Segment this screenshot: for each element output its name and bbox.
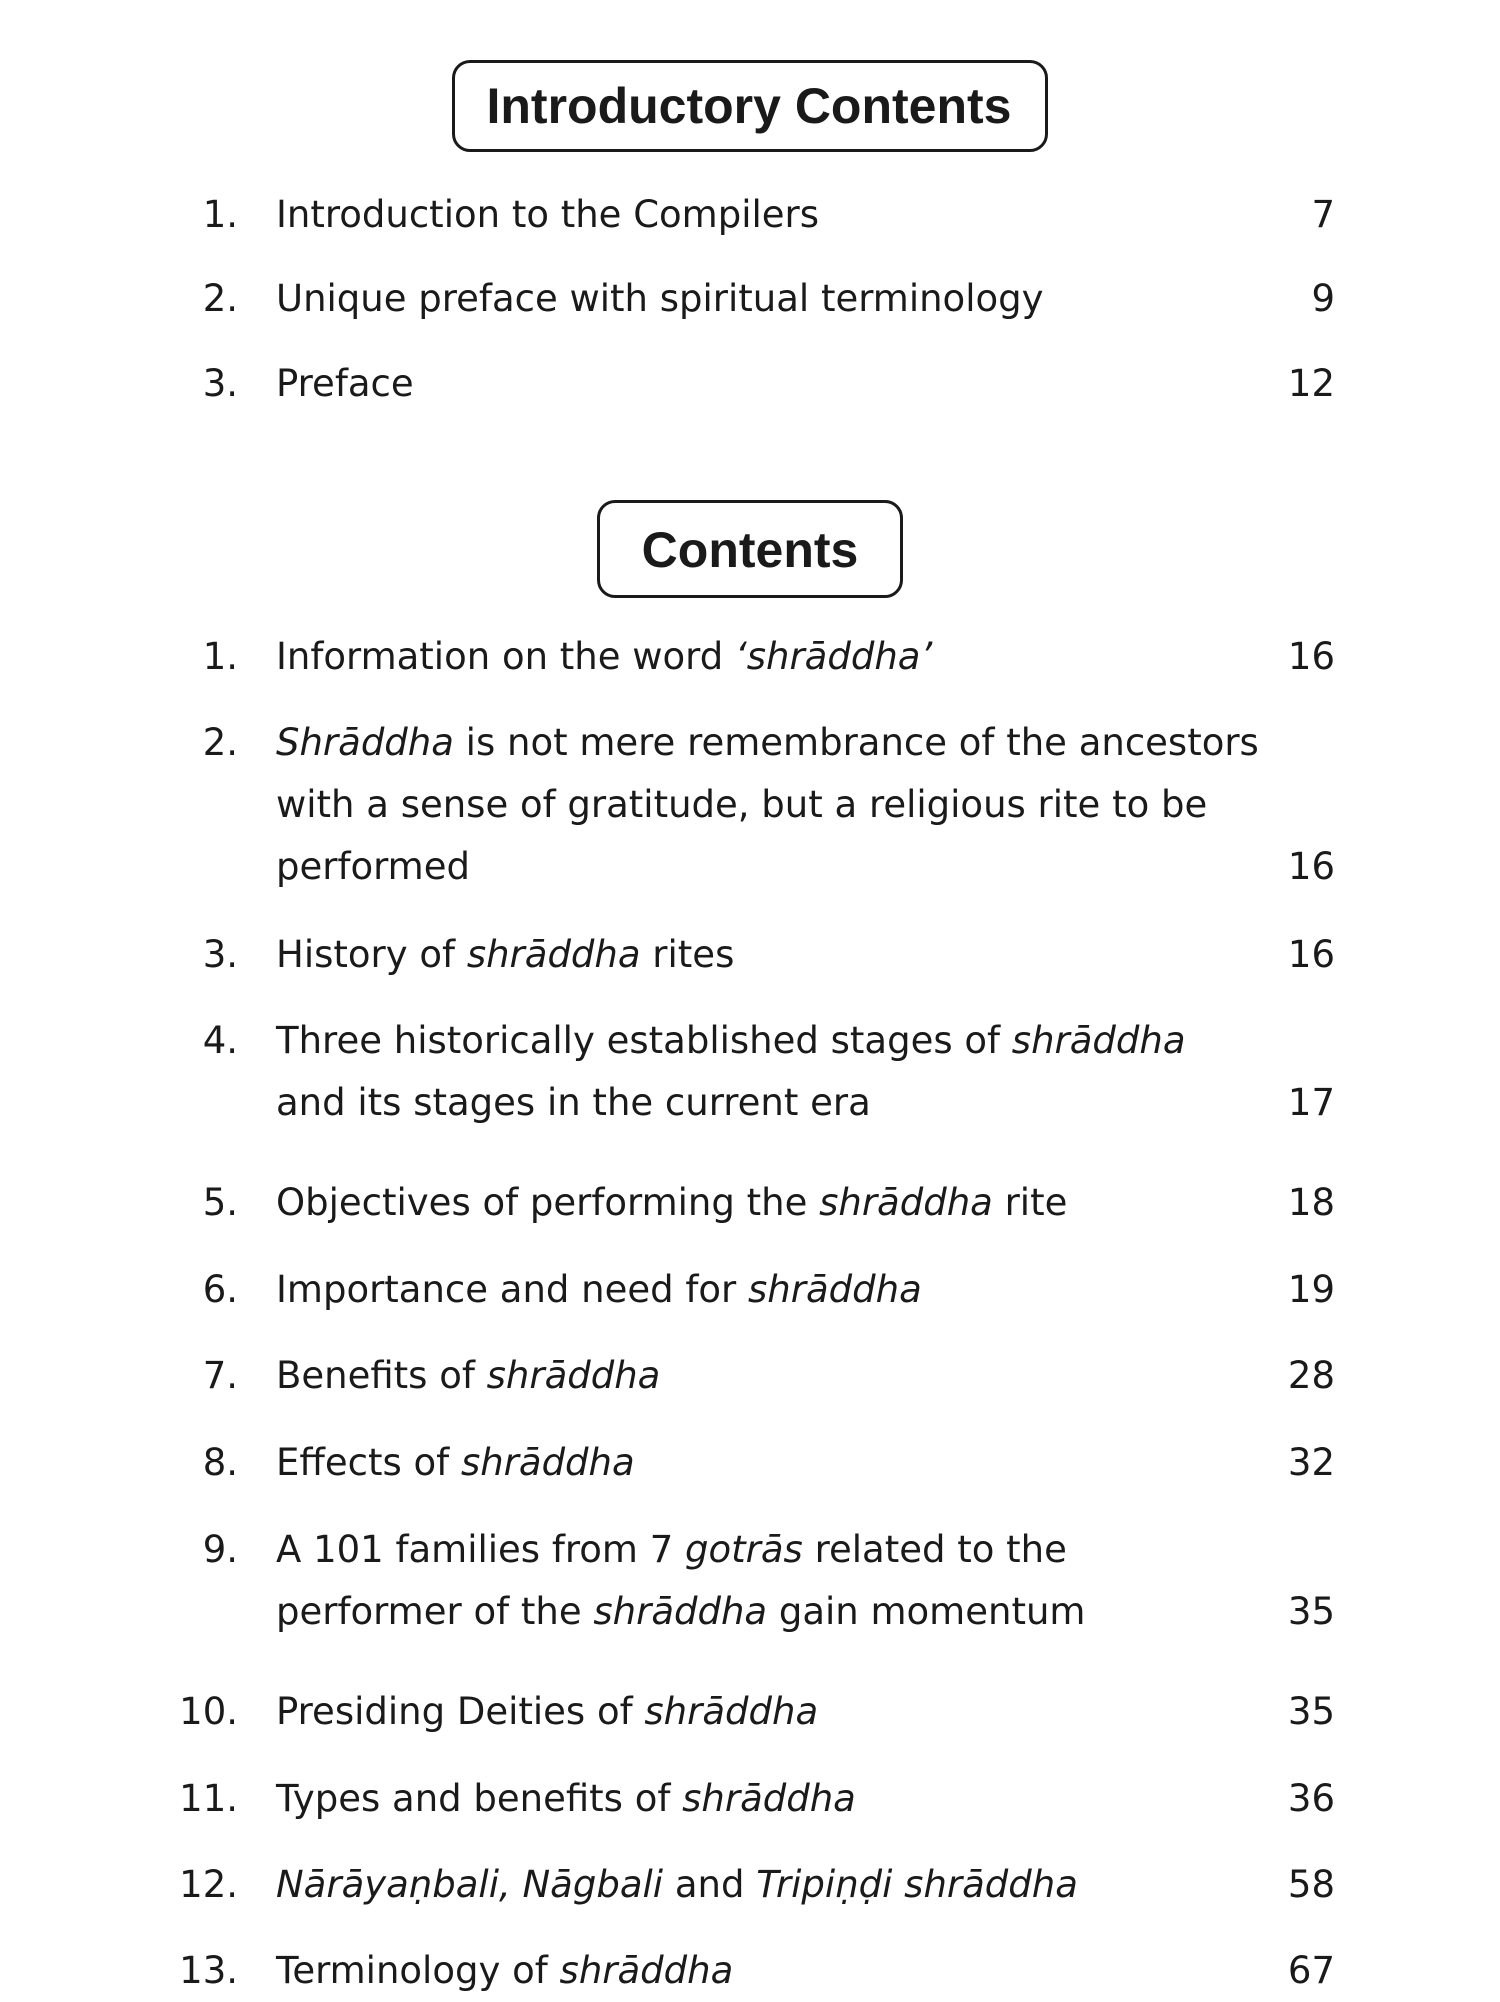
entry-number: 4. <box>202 1019 238 1062</box>
entry-title <box>276 1768 1276 1830</box>
entry-number: 3. <box>202 362 238 405</box>
entry-title-line: Three historically established stages of shrāddha <box>276 1019 1186 1062</box>
entry-title-line: Nārāyaṇbali, Nāgbali and Tripiṇḍi shrāddha <box>276 1863 1078 1906</box>
introductory-contents-heading <box>0 60 1500 152</box>
entry-page: 35 <box>1287 1590 1335 1633</box>
entry-title <box>276 1519 1276 1643</box>
introductory-contents-title: Introductory Contents <box>452 60 1049 152</box>
entry-page: 32 <box>1287 1441 1335 1484</box>
entry-number: 10. <box>179 1690 238 1733</box>
entry-number: 3. <box>202 933 238 976</box>
entry-page: 58 <box>1287 1863 1335 1906</box>
entry-page: 16 <box>1287 933 1335 976</box>
entry-page: 16 <box>1287 635 1335 678</box>
entry-number: 1. <box>202 635 238 678</box>
entry-number: 1. <box>202 193 238 236</box>
entry-title <box>276 712 1276 898</box>
entry-title: Introduction to the Compilers <box>276 193 820 236</box>
entry-title-line: Types and benefits of shrāddha <box>276 1777 856 1820</box>
entry-page: 19 <box>1287 1268 1335 1311</box>
entry-number: 13. <box>179 1949 238 1992</box>
entry-title-line: Importance and need for shrāddha <box>276 1268 922 1311</box>
entry-number: 6. <box>202 1268 238 1311</box>
entry-title <box>276 1854 1276 1916</box>
entry-page: 67 <box>1287 1949 1335 1992</box>
contents-heading <box>0 500 1500 598</box>
entry-title <box>276 1940 1276 2002</box>
entry-number: 2. <box>202 721 238 764</box>
entry-title-line: Effects of shrāddha <box>276 1441 635 1484</box>
entry-page: 36 <box>1287 1777 1335 1820</box>
entry-page: 28 <box>1287 1354 1335 1397</box>
entry-page: 17 <box>1287 1081 1335 1124</box>
entry-number: 5. <box>202 1181 238 1224</box>
entry-page: 7 <box>1311 193 1335 236</box>
entry-number: 7. <box>202 1354 238 1397</box>
entry-title <box>276 1259 1276 1321</box>
entry-number: 9. <box>202 1528 238 1571</box>
entry-title-line: Shrāddha is not mere remembrance of the ancestors <box>276 721 1259 764</box>
entry-page: 9 <box>1311 277 1335 320</box>
entry-title-line: Presiding Deities of shrāddha <box>276 1690 819 1733</box>
entry-page: 16 <box>1287 845 1335 888</box>
entry-number: 8. <box>202 1441 238 1484</box>
entry-title <box>276 1345 1276 1407</box>
entry-number: 2. <box>202 277 238 320</box>
entry-title-line: performed <box>276 845 470 888</box>
entry-title <box>276 1172 1276 1234</box>
entry-title-line: A 101 families from 7 gotrās related to the <box>276 1528 1067 1571</box>
entry-title: Unique preface with spiritual terminology <box>276 277 1044 320</box>
entry-page: 12 <box>1287 362 1335 405</box>
entry-title-line: Information on the word ‘shrāddha’ <box>276 635 933 678</box>
entry-page: 35 <box>1287 1690 1335 1733</box>
entry-title <box>276 1010 1276 1134</box>
entry-title-line: performer of the shrāddha gain momentum <box>276 1590 1086 1633</box>
entry-title: Preface <box>276 362 414 405</box>
entry-number: 11. <box>179 1777 238 1820</box>
entry-number: 12. <box>179 1863 238 1906</box>
entry-title-line: Terminology of shrāddha <box>276 1949 734 1992</box>
entry-title-line: and its stages in the current era <box>276 1081 871 1124</box>
entry-title <box>276 1681 1276 1743</box>
entry-title-line: Objectives of performing the shrāddha rite <box>276 1181 1068 1224</box>
contents-title: Contents <box>597 500 904 598</box>
entry-title <box>276 1432 1276 1494</box>
entry-title-line: with a sense of gratitude, but a religious rite to be <box>276 783 1208 826</box>
entry-page: 18 <box>1287 1181 1335 1224</box>
entry-title <box>276 924 1276 986</box>
entry-title-line: History of shrāddha rites <box>276 933 735 976</box>
entry-title <box>276 626 1276 688</box>
entry-title-line: Benefits of shrāddha <box>276 1354 661 1397</box>
